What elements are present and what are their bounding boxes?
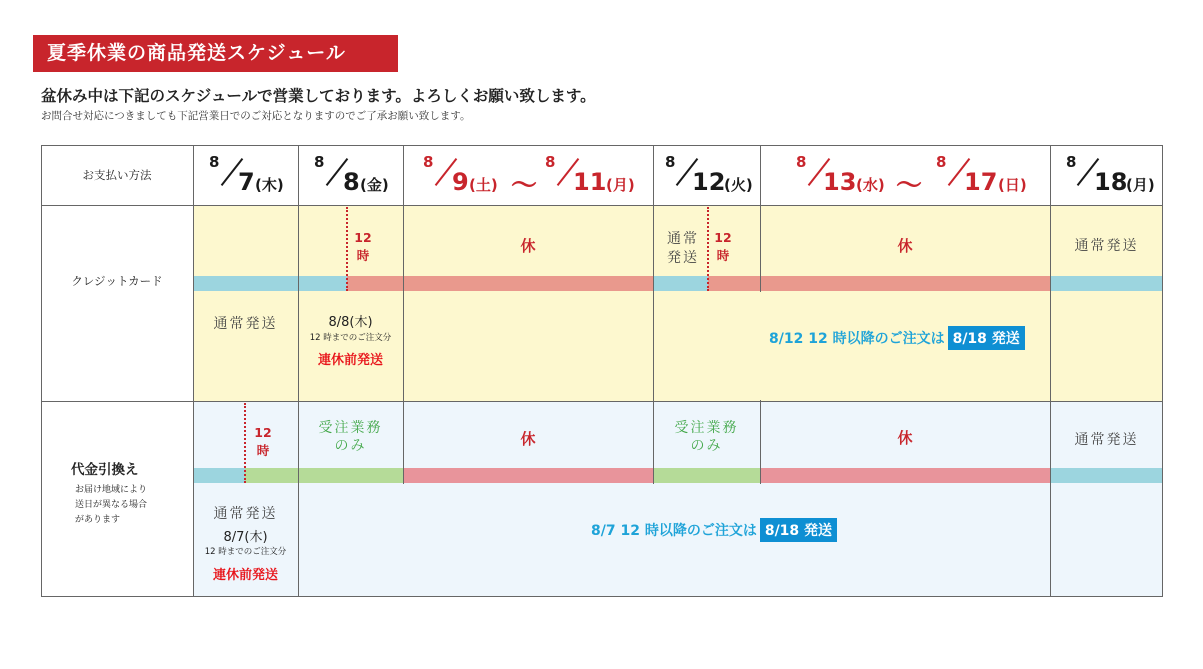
- weekday-label: (土): [469, 176, 498, 194]
- day-label: 13: [823, 168, 857, 196]
- date-8-7: [193, 145, 298, 205]
- schedule-table: [41, 145, 1163, 597]
- credit-holiday-2: 休: [897, 237, 913, 255]
- range-tilde: ～: [511, 171, 538, 201]
- cod-cutoff-line-8-7: [244, 403, 246, 483]
- month-label: 8: [209, 153, 220, 171]
- credit-after-notice: [653, 326, 1163, 350]
- month-label: 8: [796, 153, 807, 171]
- credit-cutoff-time-8-8: 12 時: [354, 230, 372, 263]
- month-label: 8: [665, 153, 676, 171]
- weekday-label: (日): [998, 176, 1027, 194]
- range-tilde: ～: [896, 171, 923, 201]
- credit-normal-8-12-line2: 発送: [667, 250, 699, 266]
- weekday-label: (月): [1126, 176, 1155, 194]
- day-label: 11: [573, 168, 607, 196]
- credit-normal-8-7: 通常発送: [213, 316, 278, 332]
- credit-cutoff-line-8-12: [707, 207, 709, 291]
- weekday-label: (水): [856, 176, 885, 194]
- cod-normal-8-18: 通常発送: [1074, 432, 1139, 448]
- weekday-label: (金): [360, 176, 389, 194]
- date-8-8: [298, 145, 403, 205]
- cod-note-line1: お届け地域により: [75, 485, 148, 495]
- weekday-label: (木): [255, 176, 284, 194]
- month-label: 8: [545, 153, 556, 171]
- day-label: 17: [964, 168, 998, 196]
- credit-cutoff-time-8-12: 12 時: [714, 230, 732, 263]
- cod-order-only-2-line2: のみ: [690, 438, 723, 454]
- date-8-18: [1050, 145, 1163, 205]
- cod-after-box: 8/18 発送: [760, 518, 837, 542]
- cod-note-small: 12 時までのご注文分: [204, 547, 287, 557]
- cod-note-pre-holiday: 連休前発送: [212, 568, 278, 583]
- cod-label: 代金引換え: [71, 462, 139, 478]
- day-label: 18: [1094, 168, 1128, 196]
- date-8-13-to-8-17: [760, 145, 1050, 205]
- page-title: 夏季休業の商品発送スケジュール: [33, 35, 398, 72]
- cod-after-notice: [403, 518, 1050, 542]
- month-label: 8: [314, 153, 325, 171]
- credit-cutoff-line-8-8: [346, 207, 348, 291]
- sub-lead-text: お問合せ対応につきましても下記営業日でのご対応となりますのでご了承お願い致します。: [41, 110, 471, 122]
- cod-cutoff-time-8-7: 12 時: [254, 425, 272, 458]
- credit-holiday-1: 休: [520, 237, 536, 255]
- month-label: 8: [423, 153, 434, 171]
- credit-normal-8-12-line1: 通常: [667, 231, 699, 247]
- cod-order-only-1-line2: のみ: [334, 438, 367, 454]
- lead-text: 盆休み中は下記のスケジュールで営業しております。よろしくお願い致します。: [41, 87, 596, 105]
- credit-card-label: クレジットカード: [71, 274, 163, 288]
- date-8-9-to-8-11: [403, 145, 653, 205]
- cod-holiday-2: 休: [897, 429, 913, 447]
- cod-note-line3: があります: [75, 515, 121, 525]
- cod-holiday-1: 休: [520, 430, 536, 448]
- weekday-label: (月): [606, 176, 635, 194]
- day-label: 7: [238, 168, 255, 196]
- cod-order-only-2-line1: 受注業務: [674, 420, 739, 436]
- day-label: 9: [452, 168, 469, 196]
- credit-note-pre-holiday: 連休前発送: [317, 353, 383, 368]
- credit-note-date: 8/8(木): [328, 315, 373, 330]
- credit-after-text: 8/12 12 時以降のご注文は: [769, 331, 945, 347]
- month-label: 8: [936, 153, 947, 171]
- weekday-label: (火): [724, 176, 753, 194]
- cod-order-only-1-line1: 受注業務: [318, 420, 383, 436]
- cod-normal-8-7: 通常発送: [213, 506, 278, 522]
- credit-normal-8-18: 通常発送: [1074, 238, 1139, 254]
- payment-method-header: お支払い方法: [82, 168, 152, 182]
- cod-note-line2: 送日が異なる場合: [75, 500, 148, 510]
- credit-note-small: 12 時までのご注文分: [309, 333, 392, 343]
- day-label: 8: [343, 168, 360, 196]
- cod-note-date: 8/7(木): [223, 530, 268, 545]
- cod-after-text: 8/7 12 時以降のご注文は: [591, 523, 757, 539]
- month-label: 8: [1066, 153, 1077, 171]
- date-8-12: [653, 145, 760, 205]
- credit-after-box: 8/18 発送: [948, 326, 1025, 350]
- day-label: 12: [692, 168, 726, 196]
